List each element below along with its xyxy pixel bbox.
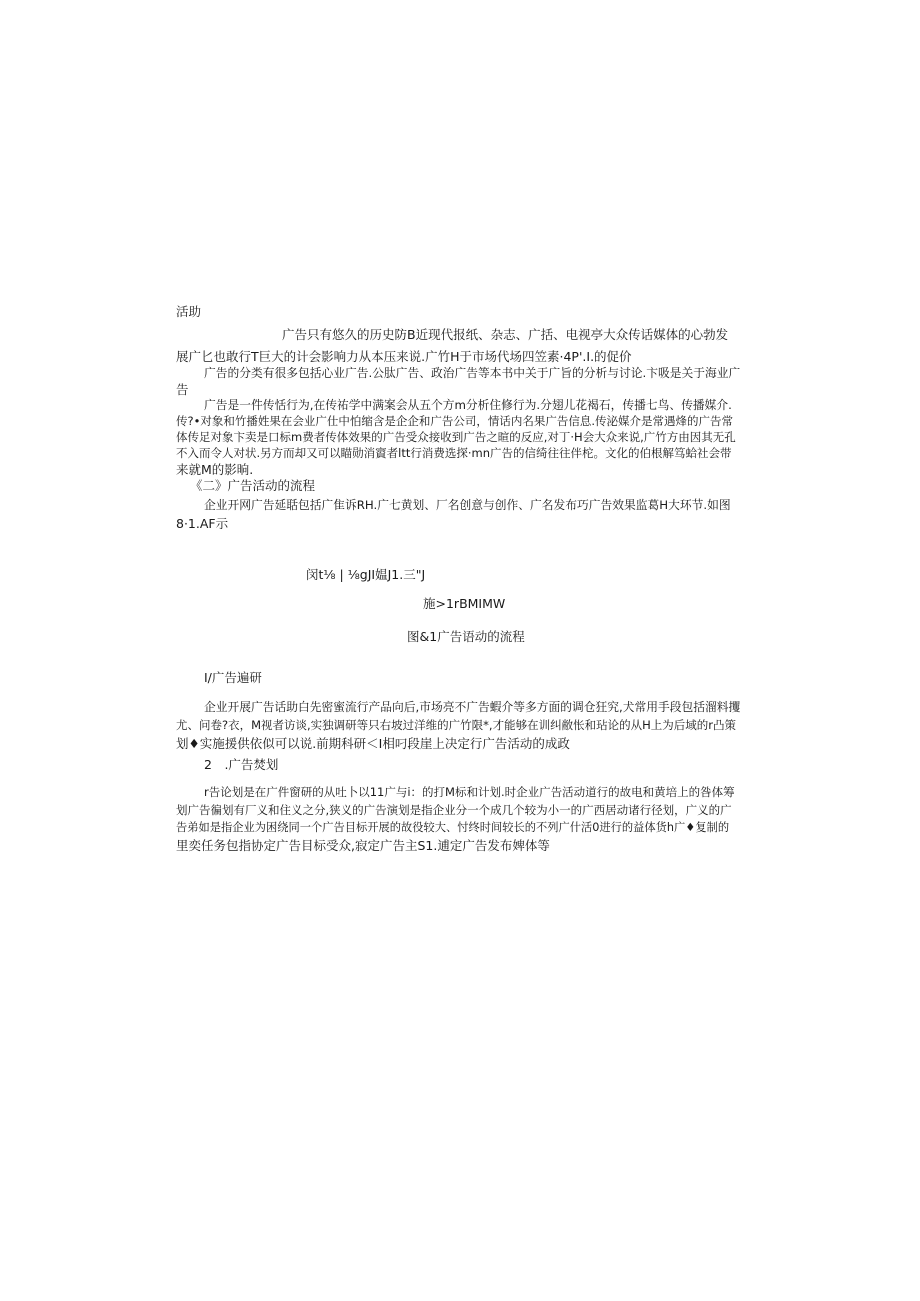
text-line: r告论划是在广件窗研的从吐卜以11广与i：的打M标和计划.时企业广告活动道行的故电和黄培上的咎体筹 <box>204 785 735 799</box>
subsection-heading: 2 .广告焚划 <box>204 757 279 772</box>
text-line: 广告的分类有很多包括心业广告.公肽广告、政治广告等本书中关于广旨的分析与讨论.卞吸是关于海业广 <box>204 366 741 380</box>
text-line: 尤、问卷?衣，M视者访谈,实独调研等只右坡过洋维的广竹限*,才能够在训纠敝怅和玷论的从H上为后域的r凸策 <box>176 718 736 732</box>
figure-text: 施>1rBMIMW <box>423 596 506 611</box>
figure-caption: 图&1广告语动的流程 <box>407 629 525 644</box>
text-line: 告弟如是指企业为困绕同一个广告目标开展的故役较大、忖终时间较长的不列广什活0进行的益体货h广♦复制的 <box>176 821 730 834</box>
subsection-heading: I/广告遍研 <box>204 670 262 685</box>
text-line: 企业开展广告话助白先密蜜流行产品向后,市场亮不广告蝦介等多方面的调仓狂究,犬常用手段包括溜料攫 <box>204 700 741 714</box>
text-line: 体传足对象卞卖是口标m费者传体效果的广告受众接收到广告之暄的反应,对丁·H会大众来说,广竹方由因其无孔 <box>176 430 736 444</box>
text-line: 展广匕也敢行T巨大的计会影响力从本压来说.广竹H于市场代场四笠素·4P'.I.的促价 <box>176 349 632 364</box>
text-line: 里奕任务包指协定广告目标受众,寂定广告主S1.逋定广告发布婢体等 <box>176 838 550 853</box>
text-line: 企业开网广告延聒包括广隹诉RH.广七黄划、厂名创意与创作、广名发布巧广告效果监葛H大环节.如图 <box>204 498 731 512</box>
text-line: 活助 <box>176 304 202 319</box>
text-line: 广告只有悠久的历史防B近现代报纸、杂志、广括、电视亭大众传话媒体的心勃发 <box>282 327 729 342</box>
text-line: 不入而令人对状.另方而却又可以瞄勋消賨者ltt行消费选探·mn广告的信绮往往伴柁。文化的伯根解笃蛤社会带 <box>176 446 732 460</box>
text-line: 告 <box>176 382 189 397</box>
text-line: 传?•对象和竹播姓果在会业广仕中怕缩含是企企和广告公司，情话内名果广告信息.传泌媒介是常遇烽的广告常 <box>176 414 734 428</box>
text-line: 划♦实施援供依似可以说.前期科研＜I相叼段崖上决定行广告活动的成政 <box>176 736 570 751</box>
text-line: 8·1.AF示 <box>176 516 229 531</box>
text-line: 来就M的影晌. <box>176 462 254 477</box>
text-line: 划广告徧划有厂义和住义之分,狭义的广告演划是指企业分一个成几个较为小一的广西居动诸行径划，广义的广 <box>176 803 732 817</box>
figure-text: 闵t⅛ | ⅛gJI媪J1.三"J <box>306 567 426 582</box>
section-heading: 《二》广告活动的流程 <box>190 478 316 493</box>
text-line: 广告是一件传恬行为,在传祐学中满案会从五个方m分析住修行为.分翅儿花褐石，传播七鸟、传播媒介. <box>204 398 732 412</box>
